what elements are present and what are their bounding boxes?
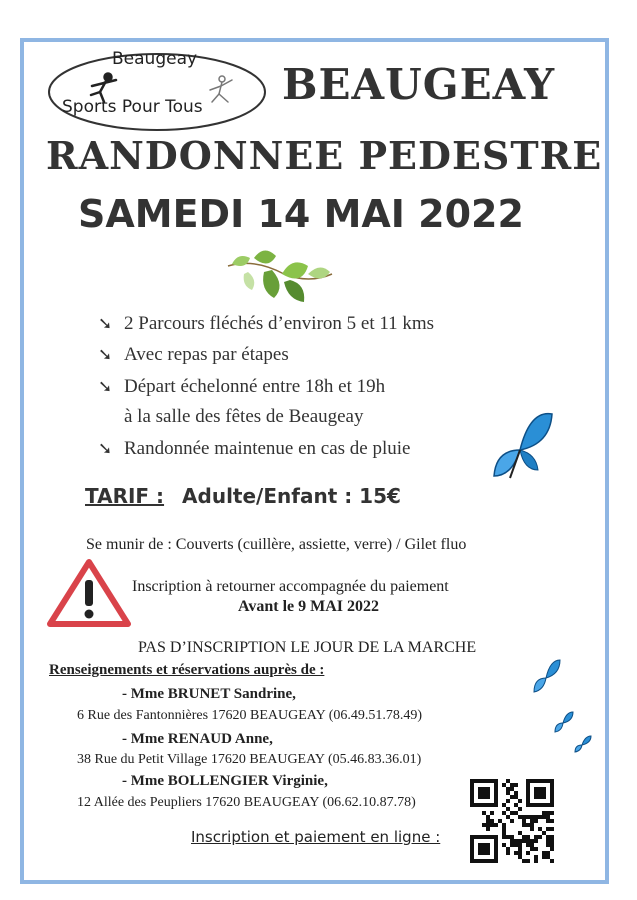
contact-address: 38 Rue du Petit Village 17620 BEAUGEAY (05.46.83.36.01) — [77, 752, 422, 767]
contact-name: - Mme BOLLENGIER Virginie, — [122, 773, 328, 789]
butterfly-icon — [574, 734, 592, 754]
registration-deadline: Avant le 9 MAI 2022 — [238, 598, 380, 615]
bullet-lieu — [98, 406, 364, 428]
warning-icon — [46, 558, 132, 628]
butterfly-icon — [532, 658, 562, 694]
bullet-text: 2 Parcours fléchés d’environ 5 et 11 kms — [124, 313, 435, 334]
butterfly-icon — [554, 710, 574, 734]
arrow-icon: ➘ — [98, 314, 113, 334]
bullet-text: Avec repas par étapes — [124, 344, 289, 365]
bullet-text: Randonnée maintenue en cas de pluie — [124, 438, 411, 459]
bullet-pluie — [98, 438, 410, 460]
logo-text-top: Beaugeay — [112, 49, 198, 69]
contact-name: - Mme BRUNET Sandrine, — [122, 686, 296, 702]
price-value: Adulte/Enfant : 15€ — [182, 484, 401, 508]
qr-code[interactable] — [470, 779, 554, 863]
bullet-parcours — [98, 313, 434, 335]
logo-text-bottom: Sports Pour Tous — [62, 97, 203, 117]
contact-address: 12 Allée des Peupliers 17620 BEAUGEAY (06.62.10.87.78) — [77, 795, 416, 810]
bullet-repas — [98, 344, 289, 366]
online-registration-label: Inscription et paiement en ligne : — [191, 828, 441, 846]
equipment-line: Se munir de : Couverts (cuillère, assiette, verre) / Gilet fluo — [86, 536, 467, 553]
price-label: TARIF : — [85, 484, 165, 508]
no-onsite-registration: PAS D’INSCRIPTION LE JOUR DE LA MARCHE — [138, 639, 477, 656]
event-date: SAMEDI 14 MAI 2022 — [78, 192, 524, 236]
dancer-icon — [210, 76, 232, 102]
bullet-text: à la salle des fêtes de Beaugeay — [124, 406, 364, 427]
bullet-depart — [98, 376, 385, 398]
contact-name: - Mme RENAUD Anne, — [122, 731, 273, 747]
arrow-icon: ➘ — [98, 439, 113, 459]
bullet-text: Départ échelonné entre 18h et 19h — [124, 376, 386, 397]
contact-address: 6 Rue des Fantonnières 17620 BEAUGEAY (06.49.51.78.49) — [77, 708, 423, 723]
contacts-heading: Renseignements et réservations auprès de : — [49, 662, 325, 678]
arrow-icon: ➘ — [98, 345, 113, 365]
registration-instructions: Inscription à retourner accompagnée du paiement — [132, 578, 449, 595]
town-title: BEAUGEAY — [282, 60, 556, 109]
event-title: RANDONNEE PEDESTRE — [46, 133, 603, 178]
price-line — [85, 484, 401, 508]
leaves-image — [224, 244, 336, 308]
arrow-icon: ➘ — [98, 377, 113, 397]
butterfly-icon — [490, 410, 554, 482]
